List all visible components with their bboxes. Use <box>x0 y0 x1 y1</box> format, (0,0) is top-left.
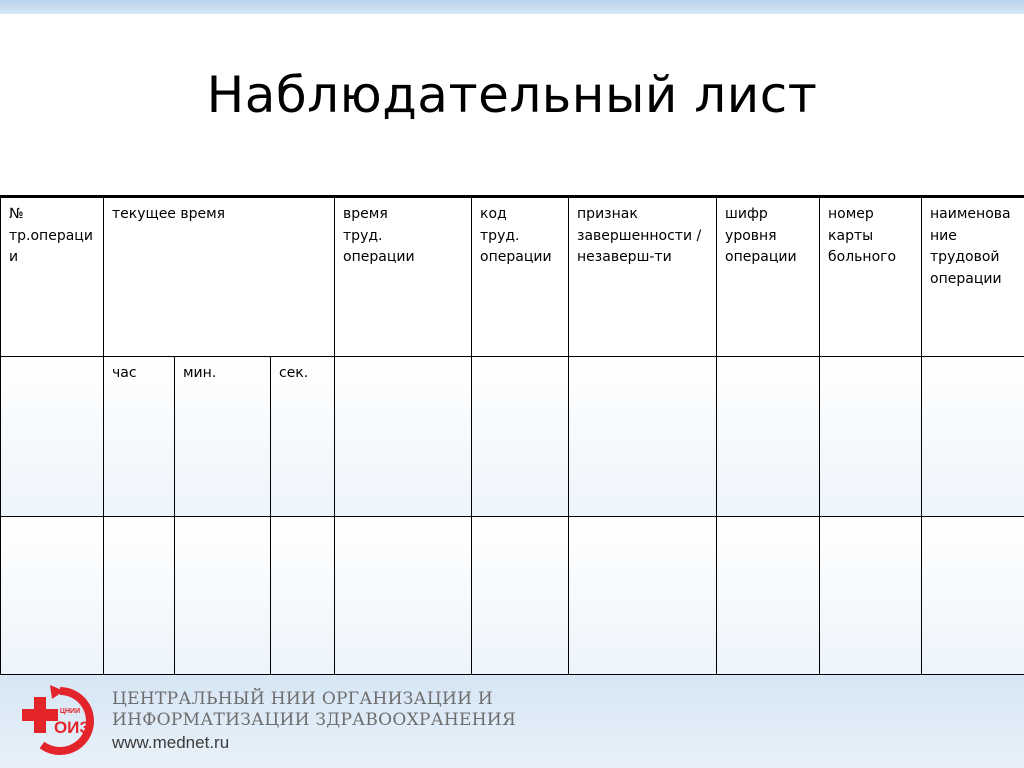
table-cell <box>717 517 820 676</box>
header-level-code: шифр уровня операции <box>717 197 820 357</box>
table-cell <box>271 517 335 676</box>
table-row <box>1 517 1024 676</box>
table-cell <box>1 517 104 676</box>
org-name-line2: ИНФОРМАТИЗАЦИИ ЗДРАВООХРАНЕНИЯ <box>112 710 517 730</box>
header-op-code: код труд. операции <box>472 197 569 357</box>
header-row <box>1 197 1024 357</box>
table-cell <box>820 357 922 517</box>
table-cell <box>175 517 271 676</box>
logo-text-main: ОИЗ <box>53 718 91 737</box>
org-website-link[interactable]: www.mednet.ru <box>112 733 230 752</box>
table-cell <box>472 517 569 676</box>
table-cell <box>1 357 104 517</box>
header-op-name: наименование трудовой операции <box>922 197 1024 357</box>
header-patient-card: номер карты больного <box>820 197 922 357</box>
table-cell <box>335 357 472 517</box>
table-cell <box>569 357 717 517</box>
subheader-sec: сек. <box>271 357 335 517</box>
header-op-number: № тр.операции <box>1 197 104 357</box>
observation-sheet-table <box>0 195 1024 677</box>
header-current-time: текущее время <box>104 197 335 357</box>
header-completion: признак завершенности /незаверш-ти <box>569 197 717 357</box>
table-cell <box>104 517 175 676</box>
table-row <box>1 357 1024 517</box>
slide-title: Наблюдательный лист <box>206 66 818 124</box>
logo-text-top: ЦНИИ <box>59 708 81 715</box>
org-name-line1: ЦЕНТРАЛЬНЫЙ НИИ ОРГАНИЗАЦИИ И <box>112 689 494 709</box>
table-cell <box>335 517 472 676</box>
table-cell <box>922 517 1024 676</box>
organization-logo-icon <box>20 683 102 759</box>
table-cell <box>569 517 717 676</box>
top-accent-bar <box>0 0 1024 14</box>
table-cell <box>717 357 820 517</box>
table-cell <box>922 357 1024 517</box>
table-cell <box>820 517 922 676</box>
subheader-hour: час <box>104 357 175 517</box>
table-cell <box>472 357 569 517</box>
subheader-min: мин. <box>175 357 271 517</box>
header-op-time: время труд. операции <box>335 197 472 357</box>
